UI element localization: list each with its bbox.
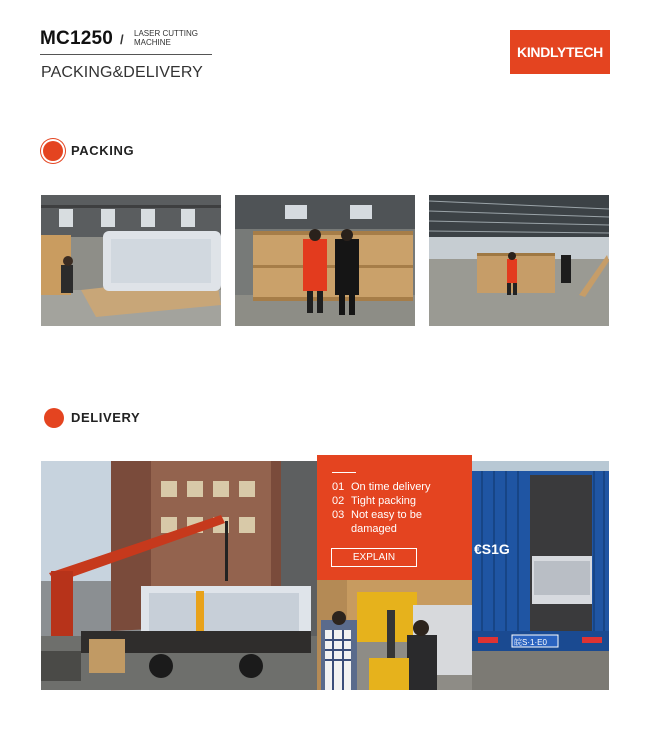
packing-photo-2	[235, 195, 415, 326]
delivery-photo-forklift	[317, 580, 472, 690]
panel-divider	[332, 472, 356, 473]
title-separator: /	[120, 32, 124, 47]
point-text: On time delivery	[351, 481, 431, 493]
point-number: 03	[332, 509, 345, 521]
section-bullet-icon	[43, 141, 63, 161]
section-bullet-icon	[44, 408, 64, 428]
delivery-point-3-cont: damaged	[351, 523, 397, 535]
subtitle-line-2: MACHINE	[134, 38, 171, 47]
truck-sign: €S1G	[474, 541, 510, 557]
point-number: 02	[332, 495, 345, 507]
packing-heading: PACKING	[71, 143, 135, 158]
point-text: Tight packing	[351, 495, 417, 507]
delivery-info-panel	[317, 455, 472, 580]
point-text: Not easy to be	[351, 509, 422, 521]
brand-logo: KINDLYTECH	[510, 30, 610, 74]
model-name: MC1250	[40, 28, 114, 49]
subtitle-line-1: LASER CUTTING	[134, 29, 199, 38]
delivery-point-3	[332, 509, 422, 521]
license-plate: 皖S·1·E0	[514, 638, 547, 647]
delivery-photo-truck	[472, 461, 609, 690]
explain-button[interactable]: EXPLAIN	[331, 548, 417, 567]
delivery-point-2	[332, 495, 416, 507]
page-title: PACKING&DELIVERY	[41, 64, 203, 81]
point-number: 01	[332, 481, 345, 493]
header-divider	[40, 54, 212, 55]
delivery-point-1	[332, 481, 430, 493]
packing-photo-1	[41, 195, 221, 326]
packing-photo-3	[429, 195, 609, 326]
delivery-heading: DELIVERY	[71, 410, 141, 425]
delivery-photo-crane	[41, 461, 317, 690]
